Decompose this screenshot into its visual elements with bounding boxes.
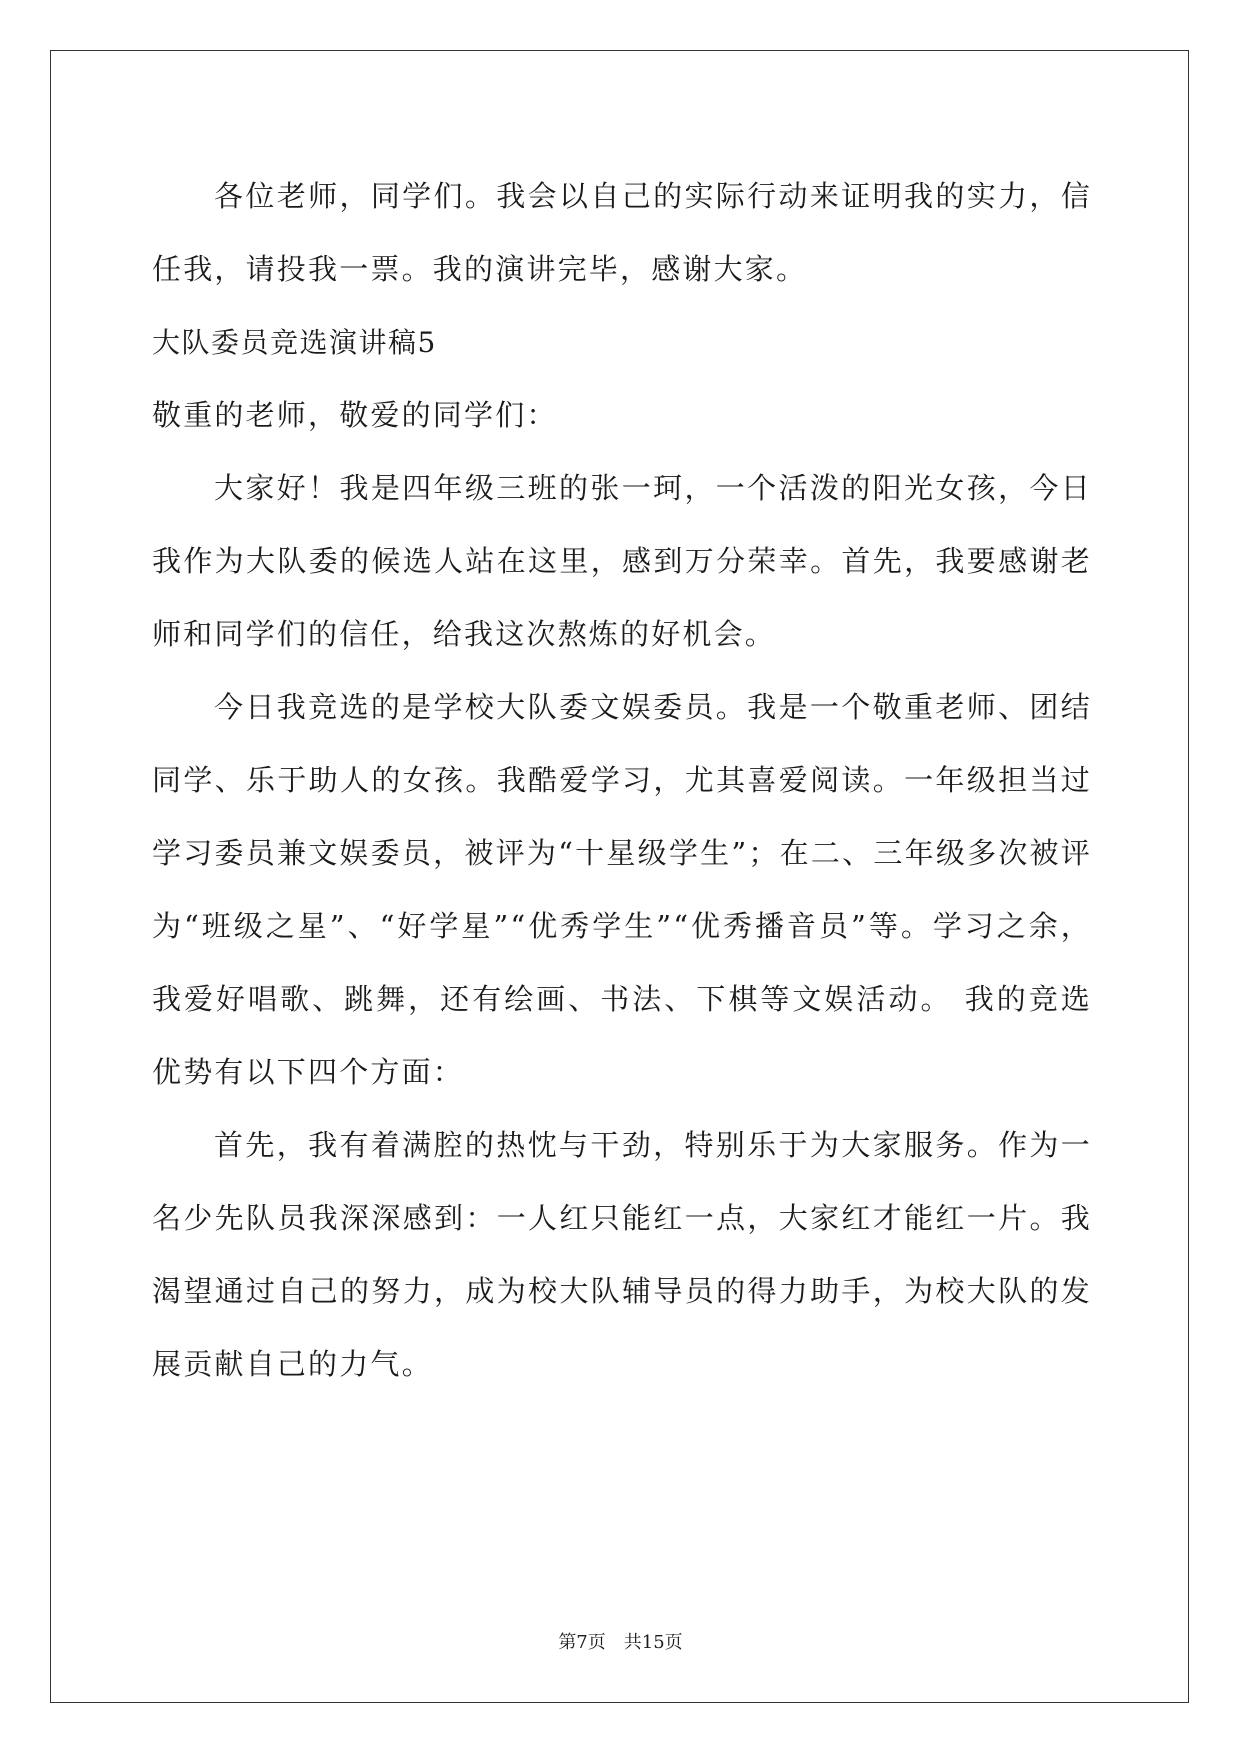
section-heading: 大队委员竞选演讲稿5 [152,326,437,359]
paragraph: 今日我竞选的是学校大队委文娱委员。我是一个敬重老师、团结同学、乐于助人的女孩。我酷爱学习，尤其喜爱阅读。一年级担当过学习委员兼文娱委员，被评为“十星级学生”；在二、三年级多次被评为“班级之星”、“好学星”“优秀学生”“优秀播音员”等。学习之余，我爱好唱歌、跳舞，还有绘画、书法、下棋等文娱活动。 我的竞选优势有以下四个方面： [152,690,1092,1089]
document-body [152,160,1092,1401]
paragraph: 各位老师，同学们。我会以自己的实际行动来证明我的实力，信任我，请投我一票。我的演讲完毕，感谢大家。 [152,179,1092,286]
page-number: 第7页 共15页 [558,1632,683,1653]
paragraph: 首先，我有着满腔的热忱与干劲，特别乐于为大家服务。作为一名少先队员我深深感到：一人红只能红一点，大家红才能红一片。我渴望通过自己的努力，成为校大队辅导员的得力助手，为校大队的发展贡献自己的力气。 [152,1128,1092,1381]
paragraph: 大家好！我是四年级三班的张一珂，一个活泼的阳光女孩，今日我作为大队委的候选人站在这里，感到万分荣幸。首先，我要感谢老师和同学们的信任，给我这次熬炼的好机会。 [152,471,1092,651]
salutation: 敬重的老师，敬爱的同学们： [152,398,558,432]
